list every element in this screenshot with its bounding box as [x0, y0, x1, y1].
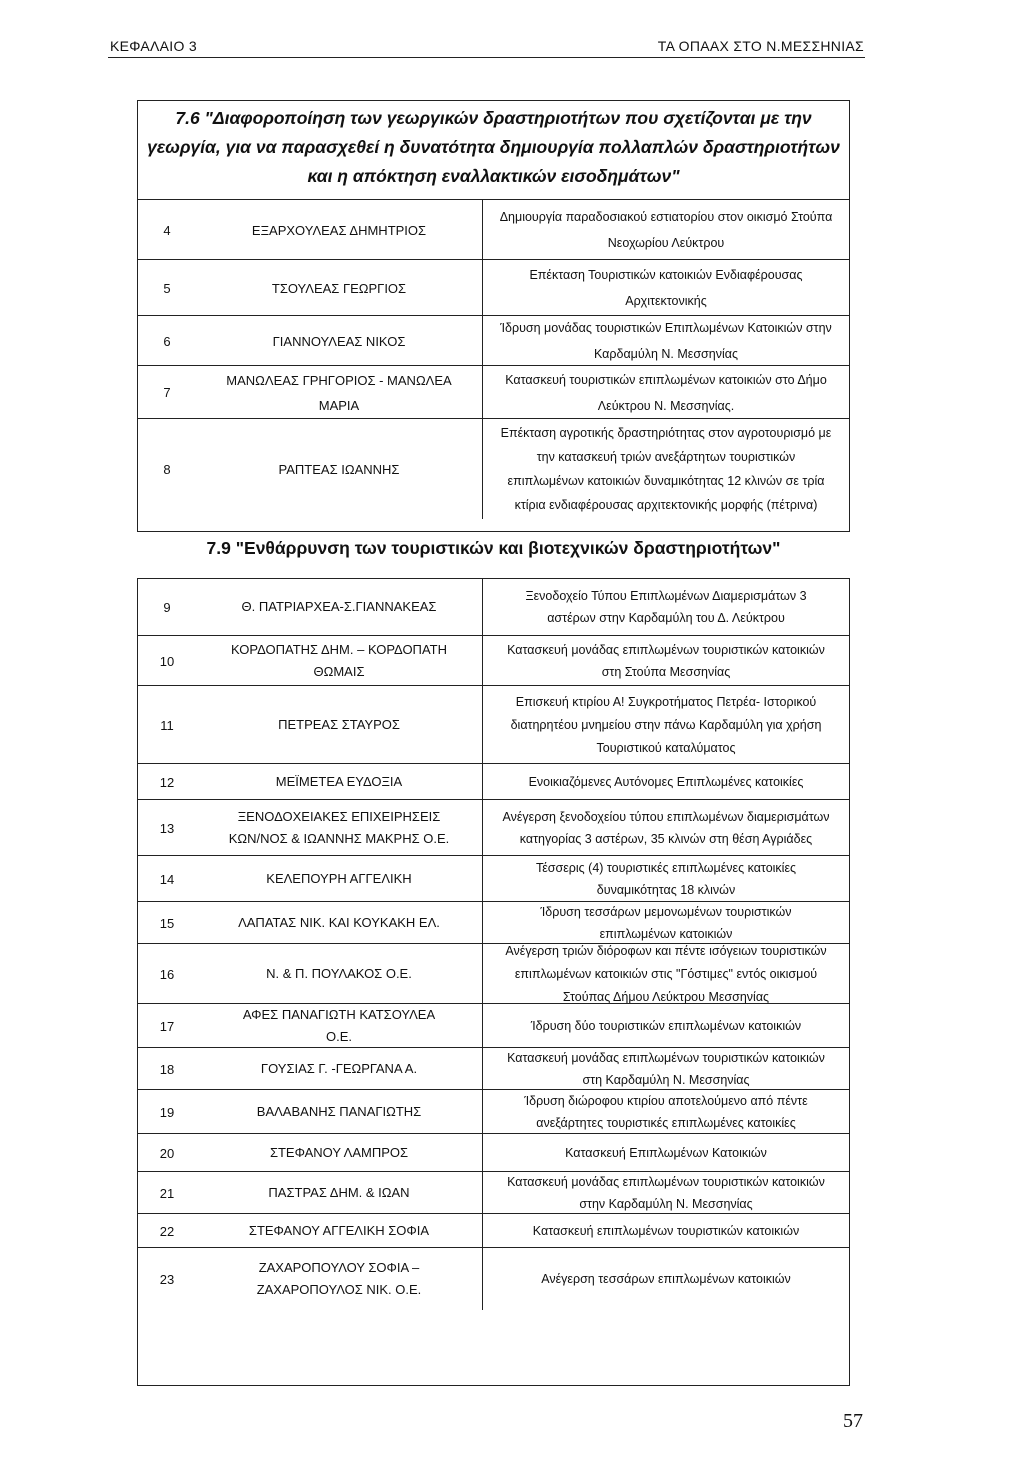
project-description-line: Ανέγερση τριών διόροφων και πέντε ισόγειων τουριστικών	[505, 943, 827, 958]
row-number: 15	[159, 915, 175, 931]
beneficiary-name-line: ΜΑΡΙΑ	[318, 397, 360, 413]
section-7-9-title: 7.9 "Ενθάρρυνση των τουριστικών και βιοτεχνικών δραστηριοτήτων"	[206, 538, 781, 558]
row-number: 6	[163, 333, 171, 349]
row-number: 4	[163, 222, 171, 238]
beneficiary-name-line: ΑΦΕΣ ΠΑΝΑΓΙΩΤΗ ΚΑΤΣΟΥΛΕΑ	[242, 1007, 436, 1022]
project-description-line: κτίρια ενδιαφέρουσας αρχιτεκτονικής μορφής (πέτρινα)	[514, 498, 818, 512]
beneficiary-name-line: Ν. & Π. ΠΟΥΛΑΚΟΣ Ο.Ε.	[266, 966, 412, 981]
project-description	[483, 806, 849, 850]
section-7-6-title-line: και η απόκτηση εναλλακτικών εισοδημάτων"	[307, 166, 680, 186]
beneficiary-name-line: ΣΤΕΦΑΝΟΥ ΑΓΓΕΛΙΚΗ ΣΟΦΙΑ	[248, 1223, 430, 1238]
beneficiary-name	[196, 1004, 483, 1048]
project-description-line: Επισκευή κτιρίου Α! Συγκροτήματος Πετρέα- Ιστορικού	[515, 694, 817, 709]
project-description-line: Ίδρυση δύο τουριστικών επιπλωμένων κατοικιών	[530, 1019, 802, 1033]
table-row	[138, 1003, 849, 1048]
table-row	[138, 943, 849, 1004]
project-description-line: Ίδρυση διώροφου κτιρίου αποτελούμενο από πέντε	[524, 1094, 808, 1108]
beneficiary-name	[196, 1048, 483, 1090]
table-row	[138, 1047, 849, 1090]
beneficiary-name	[196, 686, 483, 764]
project-description-line: Καρδαμύλη Ν. Μεσσηνίας	[593, 347, 739, 361]
project-description-line: Κατασκευή μονάδας επιπλωμένων τουριστικών κατοικιών	[507, 1175, 825, 1189]
project-description	[483, 639, 849, 683]
beneficiary-name-line: ΛΑΠΑΤΑΣ ΝΙΚ. ΚΑΙ ΚΟΥΚΑΚΗ ΕΛ.	[238, 915, 440, 930]
beneficiary-name-line: ΘΩΜΑΙΣ	[313, 664, 365, 679]
project-description	[483, 691, 849, 760]
row-number: 11	[160, 717, 174, 733]
project-description	[483, 1142, 849, 1164]
beneficiary-name-line: ΣΤΕΦΑΝΟΥ ΛΑΜΠΡΟΣ	[269, 1145, 409, 1160]
project-description-line: ανεξάρτητες τουριστικές επιπλωμένες κατοικίες	[536, 1116, 796, 1130]
project-description-line: Κατασκευή τουριστικών επιπλωμένων κατοικιών στο Δήμο	[505, 372, 827, 387]
section-7-6-table	[137, 100, 850, 532]
project-description-line: στην Καρδαμύλη Ν. Μεσσηνίας	[579, 1197, 753, 1211]
beneficiary-name-line: ΚΕΛΕΠΟΥΡΗ ΑΓΓΕΛΙΚΗ	[266, 871, 412, 886]
beneficiary-name	[196, 366, 483, 419]
section-7-6-title-line: γεωργία, για να παρασχεθεί η δυνατότητα δημιουργία πολλαπλών δραστηριοτήτων	[147, 137, 840, 157]
project-description-line: στη Στούπα Μεσσηνίας	[601, 665, 731, 679]
beneficiary-name	[196, 856, 483, 902]
table-row	[138, 418, 849, 519]
beneficiary-name-line: ΤΣΟΥΛΕΑΣ ΓΕΩΡΓΙΟΣ	[271, 280, 407, 296]
project-description	[483, 1047, 849, 1091]
header-rule	[108, 57, 865, 58]
row-number: 14	[159, 871, 175, 887]
table-row	[138, 1171, 849, 1214]
beneficiary-name-line: ΜΕΪΜΕΤΕΑ ΕΥΔΟΞΙΑ	[275, 774, 403, 789]
beneficiary-name	[196, 1090, 483, 1134]
project-description-line: Ενοικιαζόμενες Αυτόνομες Επιπλωμένες κατοικίες	[528, 775, 804, 789]
project-description-line: Ίδρυση μονάδας τουριστικών Επιπλωμένων Κατοικιών στην	[500, 321, 832, 335]
beneficiary-name	[196, 419, 483, 519]
row-number: 21	[159, 1185, 175, 1201]
beneficiary-name	[196, 1248, 483, 1310]
project-description-line: Τουριστικού καταλύματος	[596, 740, 736, 755]
table-row	[138, 315, 849, 366]
project-description	[483, 367, 849, 419]
project-description	[483, 1220, 849, 1242]
beneficiary-name	[196, 1172, 483, 1214]
beneficiary-name-line: ΜΑΝΩΛΕΑΣ ΓΡΗΓΟΡΙΟΣ - ΜΑΝΩΛΕΑ	[226, 372, 452, 388]
beneficiary-name	[196, 260, 483, 316]
project-description	[483, 1090, 849, 1134]
project-description-line: Ανέγερση ξενοδοχείου τύπου επιπλωμένων διαμερισμάτων	[502, 810, 830, 824]
project-description-line: την κατασκευή τριών ανεξάρτητων τουριστικών	[536, 450, 796, 464]
row-number: 12	[159, 774, 175, 790]
project-description-line: Στούπας Δήμου Λεύκτρου Μεσσηνίας	[562, 989, 770, 1004]
beneficiary-name-line: ΠΑΣΤΡΑΣ ΔΗΜ. & ΙΩΑΝ	[268, 1185, 410, 1200]
beneficiary-name	[196, 636, 483, 686]
beneficiary-name	[196, 1134, 483, 1172]
row-number: 16	[159, 966, 175, 982]
project-description-line: Κατασκευή μονάδας επιπλωμένων τουριστικών κατοικιών	[507, 1051, 825, 1065]
table-row	[138, 365, 849, 419]
row-number: 13	[159, 820, 175, 836]
project-description	[483, 940, 849, 1009]
project-description-line: Κατασκευή μονάδας επιπλωμένων τουριστικών κατοικιών	[507, 643, 825, 657]
row-number: 7	[163, 385, 171, 400]
table-row	[138, 635, 849, 686]
project-description-line: Τέσσερις (4) τουριστικές επιπλωμένες κατοικίες	[535, 861, 797, 875]
project-description	[483, 1171, 849, 1215]
project-description	[483, 857, 849, 901]
row-number: 5	[163, 280, 171, 296]
beneficiary-name	[196, 579, 483, 635]
table-row	[138, 1133, 849, 1172]
beneficiary-name-line: ΚΟΡΔΟΠΑΤΗΣ ΔΗΜ. – ΚΟΡΔΟΠΑΤΗ	[231, 642, 447, 657]
table-row	[138, 1213, 849, 1248]
header-chapter: ΚΕΦΑΛΑΙΟ 3	[110, 38, 197, 54]
table-row	[138, 763, 849, 800]
project-description-line: Κατασκευή επιπλωμένων τουριστικών κατοικιών	[532, 1224, 800, 1238]
project-description	[483, 421, 849, 517]
table-row	[138, 799, 849, 856]
project-description-line: Ξενοδοχείο Τύπου Επιπλωμένων Διαμερισμάτων 3	[525, 589, 807, 603]
project-description-line: επιπλωμένων κατοικιών στις "Γόστιμες" εντός οικισμού	[514, 966, 818, 981]
project-description	[483, 1015, 849, 1037]
project-description-line: Ανέγερση τεσσάρων επιπλωμένων κατοικιών	[541, 1272, 791, 1286]
beneficiary-name-line: ΠΕΤΡΕΑΣ ΣΤΑΥΡΟΣ	[278, 717, 400, 732]
table-row	[138, 259, 849, 316]
section-7-6-title	[138, 104, 849, 191]
project-description-line: επιπλωμένων κατοικιών δυναμικότητας 12 κλινών σε τρία	[507, 474, 825, 488]
beneficiary-name-line: ΓΙΑΝΝΟΥΛΕΑΣ ΝΙΚΟΣ	[272, 333, 406, 349]
row-number: 9	[163, 599, 171, 615]
beneficiary-name	[196, 200, 483, 260]
beneficiary-name-line: ΞΕΝΟΔΟΧΕΙΑΚΕΣ ΕΠΙΧΕΙΡΗΣΕΙΣ	[237, 809, 441, 824]
beneficiary-name-line: ΡΑΠΤΕΑΣ ΙΩΑΝΝΗΣ	[278, 461, 400, 477]
project-description-line: Αρχιτεκτονικής	[625, 294, 707, 308]
project-description	[483, 262, 849, 314]
beneficiary-name	[196, 800, 483, 856]
section-7-9-table	[137, 578, 850, 1386]
project-description-line: στη Καρδαμύλη Ν. Μεσσηνίας	[582, 1073, 750, 1087]
row-number: 22	[159, 1223, 175, 1239]
row-number: 8	[163, 461, 171, 477]
table-row	[138, 901, 849, 944]
project-description-line: δυναμικότητας 18 κλινών	[596, 883, 736, 897]
table-row	[138, 855, 849, 902]
row-number: 20	[159, 1145, 175, 1161]
project-description-line: κατηγορίας 3 αστέρων, 35 κλινών στη θέση Αγριάδες	[519, 832, 813, 846]
beneficiary-name-line: ΕΞΑΡΧΟΥΛΕΑΣ ΔΗΜΗΤΡΙΟΣ	[251, 222, 427, 238]
beneficiary-name-line: Ο.Ε.	[325, 1029, 352, 1044]
project-description-line: επιπλωμένων κατοικιών	[599, 927, 733, 941]
beneficiary-name-line: ΚΩΝ/ΝΟΣ & ΙΩΑΝΝΗΣ ΜΑΚΡΗΣ Ο.Ε.	[228, 831, 450, 846]
table-row	[138, 1089, 849, 1134]
table-row	[138, 1247, 849, 1310]
project-description-line: Επέκταση αγροτικής δραστηριότητας στον αγροτουρισμό με	[500, 426, 832, 440]
project-description	[483, 771, 849, 793]
table-row	[138, 199, 849, 260]
row-number: 23	[159, 1271, 175, 1287]
project-description-line: διατηρητέου μνημείου στην πάνω Καρδαμύλη για χρήση	[510, 717, 822, 732]
beneficiary-name	[196, 764, 483, 800]
beneficiary-name-line: ΓΟΥΣΙΑΣ Γ. -ΓΕΩΡΓΑΝΑ Α.	[260, 1061, 418, 1076]
beneficiary-name-line: ΒΑΛΑΒΑΝΗΣ ΠΑΝΑΓΙΩΤΗΣ	[256, 1104, 422, 1119]
row-number: 17	[159, 1018, 175, 1034]
beneficiary-name-line: ΖΑΧΑΡΟΠΟΥΛΟΥ ΣΟΦΙΑ –	[258, 1260, 420, 1275]
project-description-line: Επέκταση Τουριστικών κατοικιών Ενδιαφέρουσας	[529, 268, 803, 282]
project-description-line: Κατασκευή Επιπλωμένων Κατοικιών	[565, 1146, 767, 1160]
project-description-line: Δημιουργία παραδοσιακού εστιατορίου στον οικισμό Στούπα	[499, 210, 833, 224]
project-description	[483, 315, 849, 367]
project-description-line: Νεοχωρίου Λεύκτρου	[607, 236, 725, 250]
beneficiary-name	[196, 1214, 483, 1248]
beneficiary-name-line: Θ. ΠΑΤΡΙΑΡΧΕΑ-Σ.ΓΙΑΝΝΑΚΕΑΣ	[241, 599, 437, 614]
beneficiary-name	[196, 316, 483, 366]
project-description	[483, 901, 849, 945]
project-description	[483, 1268, 849, 1290]
row-number: 18	[159, 1061, 175, 1077]
beneficiary-name-line: ΖΑΧΑΡΟΠΟΥΛΟΣ ΝΙΚ. Ο.Ε.	[256, 1282, 422, 1297]
beneficiary-name	[196, 902, 483, 944]
row-number: 19	[159, 1104, 175, 1120]
page-number: 57	[843, 1410, 863, 1432]
row-number: 10	[159, 653, 175, 669]
project-description	[483, 204, 849, 256]
project-description-line: αστέρων στην Καρδαμύλη του Δ. Λεύκτρου	[547, 611, 785, 625]
table-row	[138, 685, 849, 764]
section-7-6-title-line: 7.6 "Διαφοροποίηση των γεωργικών δραστηριοτήτων που σχετίζονται με την	[175, 108, 812, 128]
project-description-line: Λεύκτρου Ν. Μεσσηνίας.	[597, 398, 735, 413]
project-description	[483, 585, 849, 629]
header-title: ΤΑ ΟΠΑΑΧ ΣΤΟ Ν.ΜΕΣΣΗΝΙΑΣ	[657, 38, 864, 54]
beneficiary-name	[196, 944, 483, 1004]
table-row	[138, 579, 849, 635]
project-description-line: Ίδρυση τεσσάρων μεμονωμένων τουριστικών	[540, 905, 792, 919]
